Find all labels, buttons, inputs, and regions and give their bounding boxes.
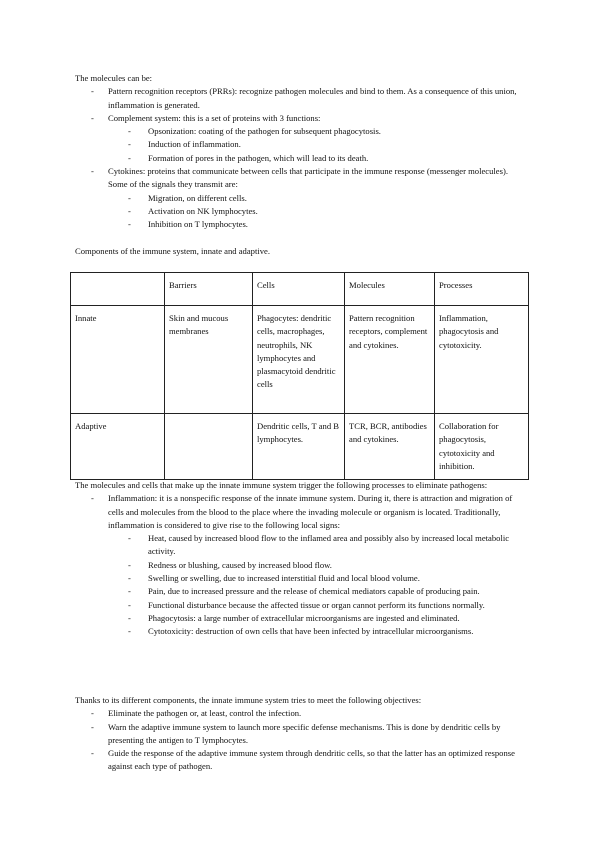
signs-list: [108, 532, 527, 638]
components-heading: Components of the immune system, innate and adaptive.: [75, 246, 270, 256]
sublist-item: - Activation on NK lymphocytes.: [75, 205, 527, 218]
table-cell: Collaboration for phagocytosis, cytotoxicity and inhibition.: [435, 414, 529, 480]
sublist-item: - Heat, caused by increased blood flow to the inflamed area and possibly also by increased local metabolic activity.: [75, 532, 527, 559]
sublist-item: - Pain, due to increased pressure and the release of chemical mediators capable of producing pain.: [75, 585, 527, 598]
sublist-item: - Swelling or swelling, due to increased interstitial fluid and local blood volume.: [75, 572, 527, 585]
table-header-cell: Processes: [435, 273, 529, 306]
molecules-lead: The molecules can be:: [75, 73, 153, 83]
table-header-cell: Barriers: [165, 273, 253, 306]
table-header-cell: [71, 273, 165, 306]
sublist-item: - Inhibition on T lymphocytes.: [75, 218, 527, 231]
processes-section: [75, 479, 527, 639]
objectives-lead: Thanks to its different components, the innate immune system tries to meet the following objectives:: [75, 695, 422, 705]
table-header-row: [71, 273, 529, 306]
processes-list: [75, 492, 527, 638]
list-item: - Complement system: this is a set of proteins with 3 functions: - Opsonization: coating of the pathogen for subsequent phagocytosis. - Induction of inflammation. - Formation of pores in the pathogen, which will lead to its death.: [75, 112, 527, 165]
table-cell: [165, 414, 253, 480]
list-item: - Warn the adaptive immune system to launch more specific defense mechanisms. This is done by dendritic cells by presenting the antigen to T lymphocytes.: [75, 721, 527, 748]
table-cell: Skin and mucous membranes: [165, 306, 253, 414]
sublist-item: - Migration, on different cells.: [75, 192, 527, 205]
list-item: - Pattern recognition receptors (PRRs): recognize pathogen molecules and bind to them. As a consequence of this union, inflammation is generated.: [75, 85, 527, 112]
table-cell: Pattern recognition receptors, complement and cytokines.: [345, 306, 435, 414]
table-row: [71, 414, 529, 480]
objectives-list: [75, 707, 527, 773]
table-cell: Inflammation, phagocytosis and cytotoxicity.: [435, 306, 529, 414]
sublist-item: - Cytotoxicity: destruction of own cells that have been infected by intracellular microorganisms.: [75, 625, 527, 638]
sublist-item: - Opsonization: coating of the pathogen for subsequent phagocytosis.: [75, 125, 527, 138]
sublist-item: - Formation of pores in the pathogen, which will lead to its death.: [75, 152, 527, 165]
sublist: [108, 125, 527, 165]
sublist-item: - Functional disturbance because the affected tissue or organ cannot perform its functions normally.: [75, 599, 527, 612]
list-item: - Eliminate the pathogen or, at least, control the infection.: [75, 707, 527, 720]
table-cell: Phagocytes: dendritic cells, macrophages, neutrophils, NK lymphocytes and plasmacytoid dendritic cells: [253, 306, 345, 414]
table-header-cell: Molecules: [345, 273, 435, 306]
processes-lead: The molecules and cells that make up the innate immune system trigger the following processes to eliminate pathogens:: [75, 480, 488, 490]
table-cell: Adaptive: [71, 414, 165, 480]
list-item: - Cytokines: proteins that communicate between cells that participate in the immune response (messenger molecules). Some of the signals they transmit are: - Migration, on different cells. - Activation on NK lymphocytes. - Inhibition on T lymphocytes.: [75, 165, 527, 231]
table-header-cell: Cells: [253, 273, 345, 306]
sublist-item: - Phagocytosis: a large number of extracellular microorganisms are ingested and eliminated.: [75, 612, 527, 625]
sublist-item: - Redness or blushing, caused by increased blood flow.: [75, 559, 527, 572]
objectives-section: [75, 694, 527, 774]
molecules-section: [75, 72, 527, 232]
list-item: - Inflammation: it is a nonspecific response of the innate immune system. During it, there is attraction and migration of cells and molecules from the blood to the place where the invading molecule or organism is located. Traditionally, inflammation is considered to give rise to the following local signs: - Heat, caused by increased blood flow to the inflamed area and possibly also by increased local metabolic activity. - Redness or blushing, caused by increased blood flow. - Swelling or swelling, due to increased interstitial fluid and local blood volume. - Pain, due to increased pressure and the release of chemical mediators capable of producing pain. - Functional disturbance because the affected tissue or organ cannot perform its functions normally. - Phagocytosis: a large number of extracellular microorganisms are ingested and eliminated. - Cytotoxicity: destruction of own cells that have been infected by intracellular microorganisms.: [75, 492, 527, 638]
table-cell: TCR, BCR, antibodies and cytokines.: [345, 414, 435, 480]
sublist-item: - Induction of inflammation.: [75, 138, 527, 151]
table-cell: Dendritic cells, T and B lymphocytes.: [253, 414, 345, 480]
sublist: [108, 192, 527, 232]
molecules-list: [75, 85, 527, 231]
table-row: [71, 306, 529, 414]
list-item: - Guide the response of the adaptive immune system through dendritic cells, so that the latter has an optimized response against each type of pathogen.: [75, 747, 527, 774]
table-cell: Innate: [71, 306, 165, 414]
immune-system-table: [70, 272, 529, 480]
